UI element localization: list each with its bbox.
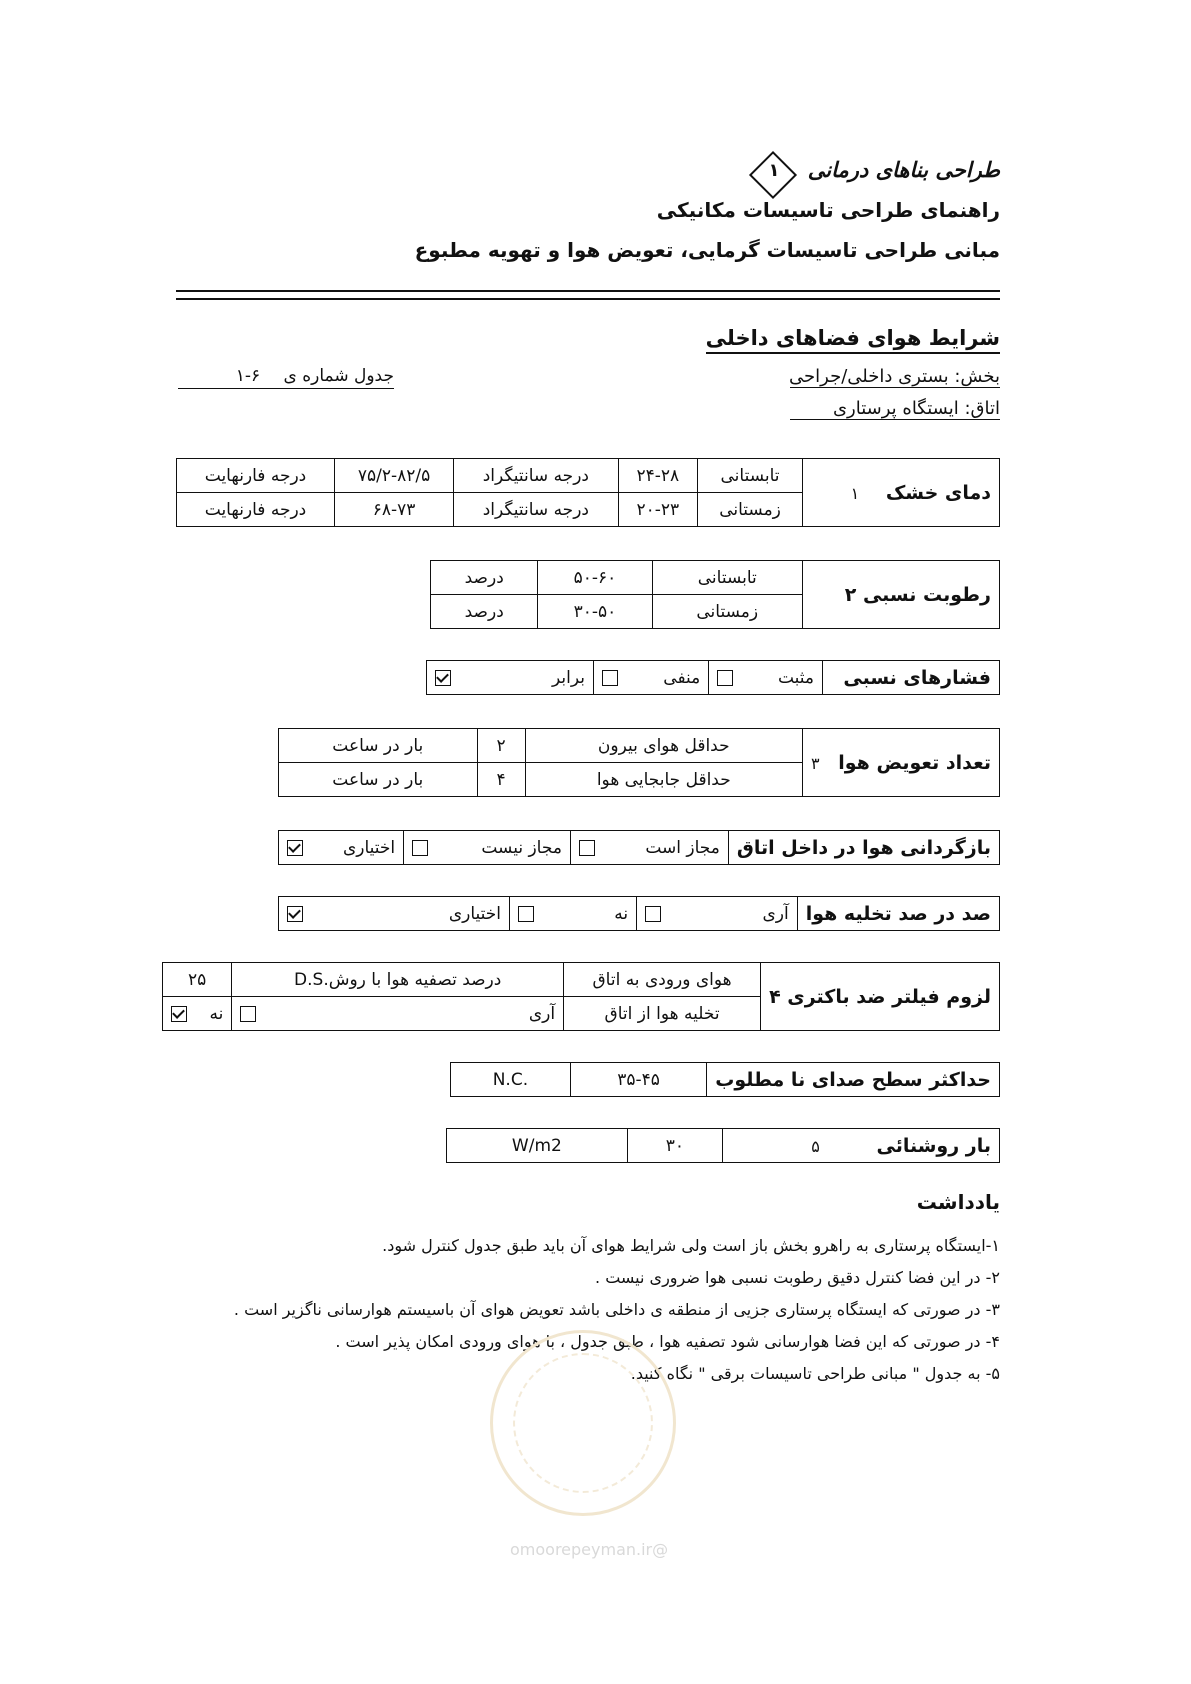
filter-no-cell: [163, 997, 232, 1031]
recirc-allowed-cell: [570, 831, 728, 865]
winter-c-value: ۲۰-۲۳: [618, 493, 698, 527]
filter-efficiency-label: درصد تصفیه هوا با روش.D.S: [232, 963, 564, 997]
lighting-table: [446, 1128, 1000, 1163]
humidity-winter-value: ۳۰-۵۰: [538, 595, 652, 629]
exhaust-optional-checkbox[interactable]: [287, 906, 303, 922]
total-air-label: حداقل جابجایی هوا: [525, 763, 802, 797]
recirc-label: بازگردانی هوا در داخل اتاق: [728, 831, 999, 865]
noise-value: ۳۵-۴۵: [570, 1063, 706, 1097]
note-item: ۲- در این فضا کنترل دقیق رطوبت نسبی هوا ضروری نیست .: [595, 1268, 1000, 1287]
dry-temp-label: دمای خشک ۱: [803, 459, 1000, 527]
unit-f: درجه فارنهایت: [177, 459, 335, 493]
winter-f-value: ۶۸-۷۳: [335, 493, 454, 527]
humidity-table: [430, 560, 1000, 629]
exhaust-no-checkbox[interactable]: [518, 906, 534, 922]
summer-label: تابستانی: [698, 459, 803, 493]
outdoor-air-label: حداقل هوای بیرون: [525, 729, 802, 763]
note-item: ۵- به جدول " مبانی طراحی تاسیسات برقی " نگاه کنید.: [630, 1364, 1000, 1383]
note-item: ۴- در صورتی که این فضا هوارسانی شود تصفیه هوا ، طبق جدول ، با هوای ورودی امکان پذیر است .: [335, 1332, 1000, 1351]
summer-c-value: ۲۴-۲۸: [618, 459, 698, 493]
filter-efficiency-value: ۲۵: [163, 963, 232, 997]
outdoor-air-value: ۲: [477, 729, 525, 763]
recirc-optional-checkbox[interactable]: [287, 840, 303, 856]
header-line-2: مبانی طراحی تاسیسات گرمایی، تعویض هوا و تهویه مطبوع: [414, 238, 1000, 262]
pressure-label: فشارهای نسبی: [823, 661, 1000, 695]
filter-no-checkbox[interactable]: [171, 1006, 187, 1022]
recirc-not-allowed-cell: [404, 831, 571, 865]
filter-table: [162, 962, 1000, 1031]
table-number-value: ۶-۱: [235, 366, 261, 386]
filter-yes-checkbox[interactable]: [240, 1006, 256, 1022]
recirc-optional-label: اختیاری: [342, 837, 396, 858]
watermark-seal-icon: [490, 1330, 676, 1516]
pressure-equal-cell: [427, 661, 594, 695]
note-item: ۳- در صورتی که ایستگاه پرستاری جزیی از منطقه ی داخلی باشد تعویض هوای آن باسیستم هوارسانی ناگزیر است .: [233, 1300, 1000, 1319]
recirc-optional-cell: [279, 831, 404, 865]
humidity-unit: درصد: [431, 595, 538, 629]
exhaust-optional-label: اختیاری: [448, 903, 501, 924]
recirc-not-allowed-checkbox[interactable]: [412, 840, 428, 856]
air-change-table: [278, 728, 1000, 797]
dry-temp-table: [176, 458, 1000, 527]
exhaust-yes-checkbox[interactable]: [645, 906, 661, 922]
series-title: [740, 158, 1000, 182]
humidity-unit: درصد: [431, 561, 538, 595]
pressure-positive-cell: [709, 661, 823, 695]
exhaust-table: [278, 896, 1000, 931]
recirc-table: [278, 830, 1000, 865]
exhaust-label: صد در صد تخلیه هوا: [797, 897, 999, 931]
pressure-negative-cell: [594, 661, 709, 695]
chapter-number: ۱: [768, 160, 780, 181]
pressure-table: [426, 660, 1000, 695]
lighting-label: بار روشنائی ۵: [723, 1129, 1000, 1163]
filter-exhaust-label: تخلیه هوا از اتاق: [564, 997, 761, 1031]
watermark-text: omoorepeyman.ir@: [510, 1540, 669, 1559]
department-label: بخش: بستری داخلی/جراحی: [789, 366, 1000, 387]
summer-label: تابستانی: [652, 561, 803, 595]
pressure-equal-label: برابر: [552, 667, 585, 688]
exhaust-no-cell: [510, 897, 637, 931]
pressure-positive-label: مثبت: [777, 667, 814, 688]
air-change-unit: بار در ساعت: [279, 763, 478, 797]
filter-supply-label: هوای ورودی به اتاق: [564, 963, 761, 997]
winter-label: زمستانی: [698, 493, 803, 527]
recirc-allowed-label: مجاز است: [645, 837, 720, 858]
filter-label: لزوم فیلتر ضد باکتری ۴: [761, 963, 1000, 1031]
notes-title: یادداشت: [916, 1190, 1000, 1214]
header-separator: [176, 290, 1000, 300]
total-air-value: ۴: [477, 763, 525, 797]
unit-f: درجه فارنهایت: [177, 493, 335, 527]
winter-label: زمستانی: [652, 595, 803, 629]
unit-c: درجه سانتیگراد: [454, 459, 618, 493]
lighting-unit: W/m2: [447, 1129, 628, 1163]
note-item: ۱-ایستگاه پرستاری به راهرو بخش باز است ولی شرایط هوای آن باید طبق جدول کنترل شود.: [382, 1236, 1000, 1255]
room-label: اتاق: ایستگاه پرستاری: [790, 398, 1000, 420]
series-title-text: طراحی بناهای درمانی: [807, 158, 1000, 182]
pressure-negative-label: منفی: [663, 667, 701, 688]
lighting-value: ۳۰: [627, 1129, 722, 1163]
humidity-label: رطوبت نسبی ۲: [803, 561, 1000, 629]
header-line-1: راهنمای طراحی تاسیسات مکانیکی: [656, 198, 1000, 222]
noise-label: حداکثر سطح صدای نا مطلوب: [707, 1063, 1000, 1097]
unit-c: درجه سانتیگراد: [454, 493, 618, 527]
section-title: شرایط هوای فضاهای داخلی: [706, 326, 1000, 354]
humidity-summer-value: ۵۰-۶۰: [538, 561, 652, 595]
exhaust-yes-label: آری: [762, 903, 789, 924]
exhaust-no-label: نه: [614, 903, 629, 924]
summer-f-value: ۷۵/۲-۸۲/۵: [335, 459, 454, 493]
recirc-not-allowed-label: مجاز نیست: [481, 837, 562, 858]
exhaust-optional-cell: [279, 897, 510, 931]
filter-yes-cell: [232, 997, 564, 1031]
pressure-equal-checkbox[interactable]: [435, 670, 451, 686]
filter-yes-label: آری: [528, 1003, 556, 1024]
pressure-positive-checkbox[interactable]: [717, 670, 733, 686]
recirc-allowed-checkbox[interactable]: [579, 840, 595, 856]
pressure-negative-checkbox[interactable]: [602, 670, 618, 686]
table-number: [178, 366, 394, 389]
noise-unit: N.C.: [451, 1063, 571, 1097]
air-change-label: تعداد تعویض هوا ۳: [803, 729, 1000, 797]
filter-no-label: نه: [209, 1003, 224, 1024]
exhaust-yes-cell: [637, 897, 798, 931]
table-label: جدول شماره ی: [283, 366, 394, 386]
air-change-unit: بار در ساعت: [279, 729, 478, 763]
noise-table: [450, 1062, 1000, 1097]
